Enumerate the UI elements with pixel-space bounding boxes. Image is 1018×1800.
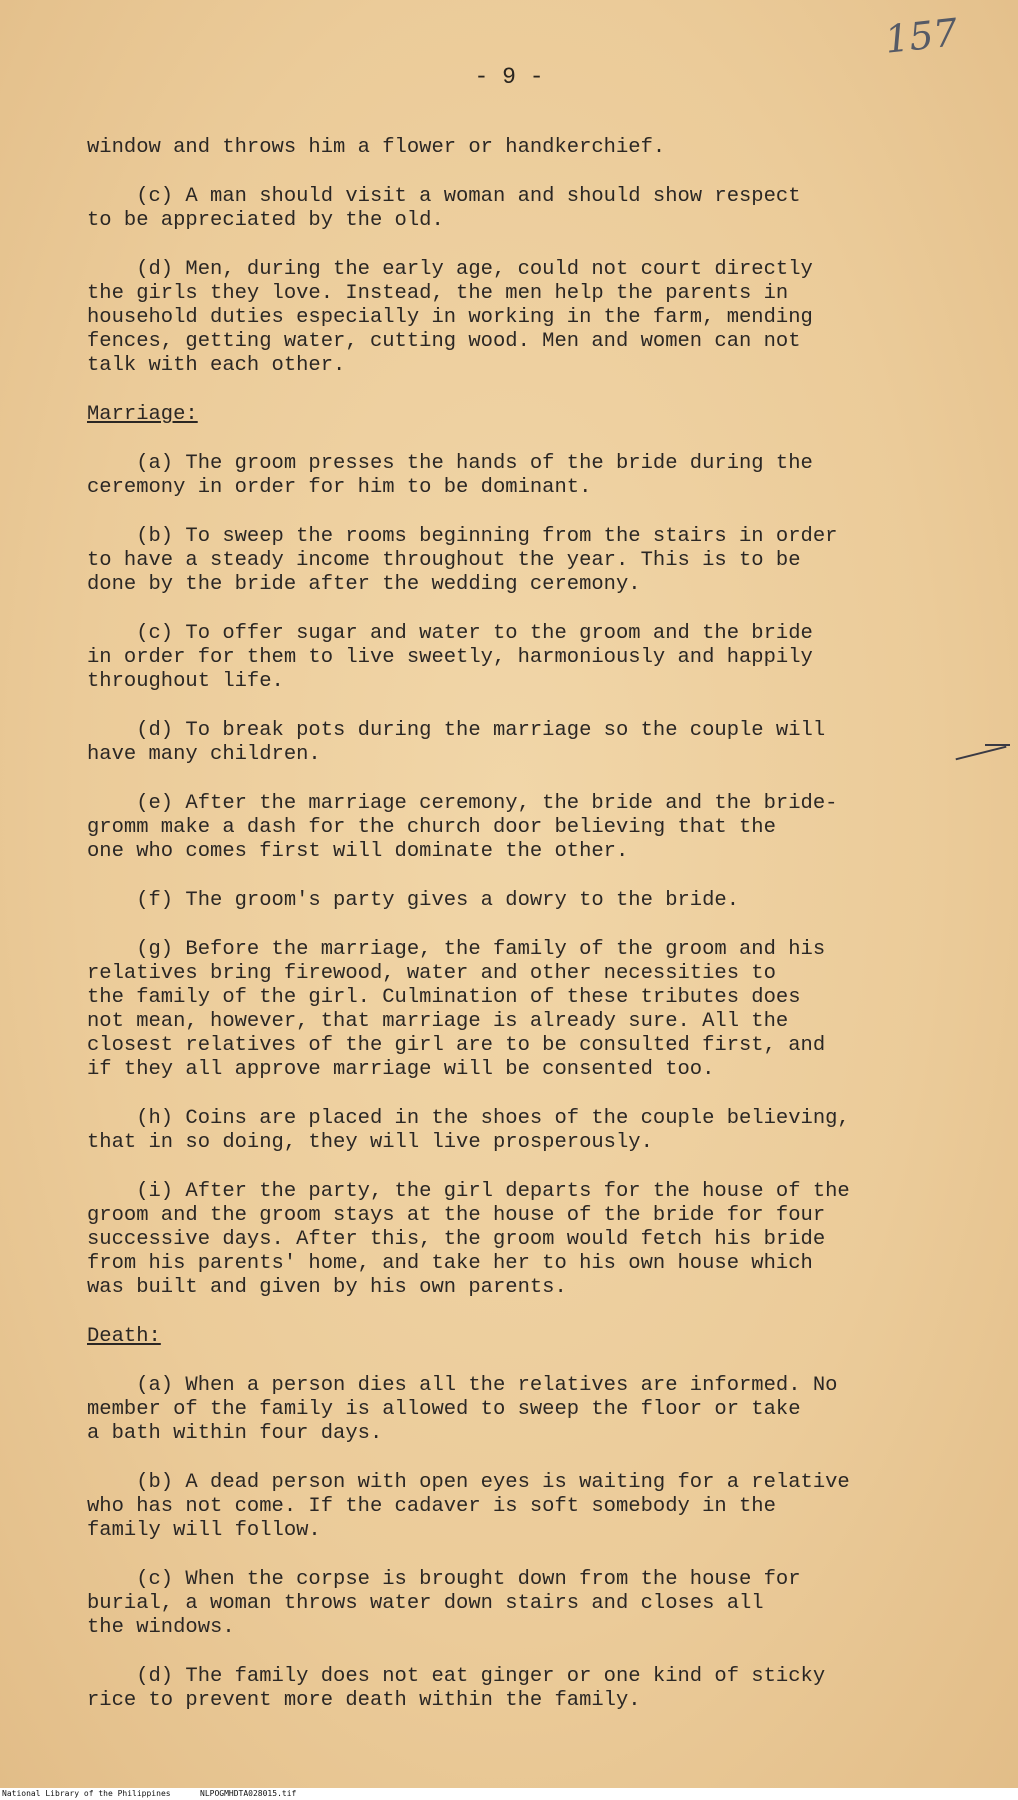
marriage-item: (h) Coins are placed in the shoes of the couple believing, that in so doing, they will live prosperously.: [87, 1107, 850, 1154]
marriage-item: (i) After the party, the girl departs for the house of the groom and the groom stays at the house of the bride for four successive days. After this, the groom would fetch his bride from his parents' home, and take her to his own house which was built and given by his own parents.: [87, 1180, 850, 1299]
death-item: (a) When a person dies all the relatives are informed. No member of the family is allowed to sweep the floor or take a bath within four days.: [87, 1374, 838, 1445]
death-item: (d) The family does not eat ginger or one kind of sticky rice to prevent more death within the family.: [87, 1665, 826, 1712]
marriage-item: (a) The groom presses the hands of the bride during the ceremony in order for him to be dominant.: [87, 452, 813, 499]
marriage-item: (e) After the marriage ceremony, the bride and the bride- gromm make a dash for the church door believing that the one who comes first will dominate the other.: [87, 792, 838, 863]
marriage-item: (c) To offer sugar and water to the groom and the bride in order for them to live sweetly, harmoniously and happily throughout life.: [87, 622, 813, 693]
marriage-item: (d) To break pots during the marriage so the couple will have many children.: [87, 719, 826, 766]
folio-number: 157: [883, 10, 961, 62]
page-number: - 9 -: [474, 64, 544, 90]
paragraph: window and throws him a flower or handkerchief.: [87, 136, 666, 159]
paragraph: (d) Men, during the early age, could not court directly the girls they love. Instead, the men help the parents in household duties especially in working in the farm, mending fences, getting water, cutting wood. Men and women can not talk with each other.: [87, 258, 813, 377]
body-text: [87, 136, 967, 1738]
margin-pencil-mark: [985, 744, 1010, 746]
marriage-item: (b) To sweep the rooms beginning from the stairs in order to have a steady income throughout the year. This is to be done by the bride after the wedding ceremony.: [87, 525, 838, 596]
scan-footer: [0, 1788, 1018, 1800]
section-heading-death: Death:: [87, 1325, 161, 1348]
section-heading-marriage: Marriage:: [87, 403, 198, 426]
footer-library: National Library of the Philippines: [2, 1789, 171, 1798]
death-item: (b) A dead person with open eyes is waiting for a relative who has not come. If the cadaver is soft somebody in the family will follow.: [87, 1471, 850, 1542]
paragraph: (c) A man should visit a woman and should show respect to be appreciated by the old.: [87, 185, 801, 232]
marriage-item: (f) The groom's party gives a dowry to the bride.: [87, 889, 740, 912]
death-item: (c) When the corpse is brought down from the house for burial, a woman throws water down stairs and closes all the windows.: [87, 1568, 801, 1639]
marriage-item: (g) Before the marriage, the family of the groom and his relatives bring firewood, water and other necessities to the family of the girl. Culmination of these tributes does not mean, however, that marriage is already sure. All the closest relatives of the girl are to be consulted first, and if they all approve marriage will be consented too.: [87, 938, 826, 1081]
footer-filename: NLPOGMHDTA028015.tif: [200, 1789, 297, 1798]
